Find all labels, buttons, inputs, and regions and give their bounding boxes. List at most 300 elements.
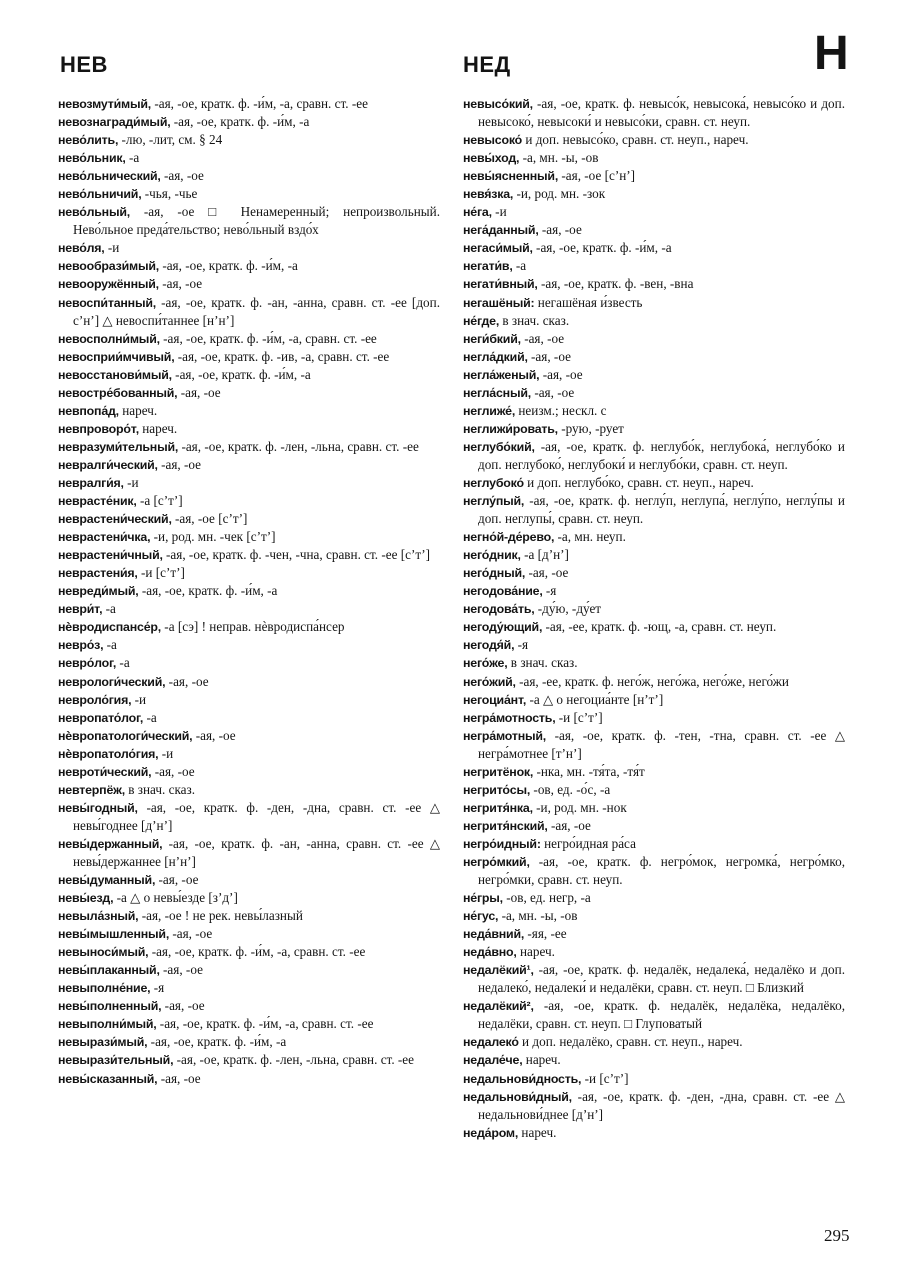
- entry-text: негашёная и́звесть: [534, 294, 643, 310]
- headword: негати́вный,: [463, 277, 538, 292]
- dictionary-entry: [58, 871, 440, 889]
- dictionary-entry: [58, 438, 440, 456]
- dictionary-entry: [463, 330, 845, 348]
- headword: него́жий,: [463, 674, 516, 689]
- dictionary-entry: [58, 1015, 440, 1033]
- dictionary-entry: [463, 131, 845, 149]
- headword: негро́мкий,: [463, 854, 530, 869]
- headword: невыла́зный,: [58, 909, 139, 924]
- entry-text: -ая, -ее, кратк. ф. него́ж, него́жа, него́же, него́жи: [515, 673, 789, 689]
- entry-text: -ая, -ое, кратк. ф. -и́м, -а: [159, 258, 298, 274]
- dictionary-entry: [463, 474, 845, 492]
- headword: неглубо́кий,: [463, 439, 535, 454]
- dictionary-entry: [463, 600, 845, 618]
- headword: невропато́лог,: [58, 710, 144, 725]
- entry-text: негро́идная ра́са: [540, 835, 636, 851]
- headword: него́дный,: [463, 566, 526, 581]
- dictionary-entry: [58, 185, 440, 203]
- entry-text: -ая, -ое, кратк. ф. -лен, -льна, сравн. ст. -ее: [178, 438, 419, 454]
- headword: невро́з,: [58, 638, 104, 653]
- entry-text: -ая, -ое: [157, 456, 201, 472]
- entry-text: нареч.: [516, 944, 555, 960]
- entry-text: -ая, -ое: [525, 565, 569, 581]
- headword: невы́езд,: [58, 891, 114, 906]
- dictionary-entry: [463, 582, 845, 600]
- entry-text: -ая, -ое: [161, 998, 205, 1014]
- headword: невосстанови́мый,: [58, 367, 172, 382]
- entry-text: -и [сʼтʼ]: [581, 1070, 629, 1086]
- entry-text: -ая, -ое, кратк. ф. -ден, -дна, сравн. ст. -ее △ недальнови́днее [дʼнʼ]: [478, 1088, 845, 1122]
- dictionary-entry: [463, 799, 845, 817]
- headword: негоду́ющий,: [463, 620, 543, 635]
- dictionary-entry: [58, 997, 440, 1015]
- headword: невы́думанный,: [58, 873, 156, 888]
- entry-text: -я: [514, 637, 529, 653]
- entry-text: и доп. недалёко, сравн. ст. неуп., нареч.: [518, 1034, 743, 1050]
- dictionary-entry: [58, 925, 440, 943]
- headword: невы́полненный,: [58, 999, 162, 1014]
- headword: нево́льный,: [58, 205, 131, 220]
- headword: нево́льник,: [58, 151, 126, 166]
- entry-text: -ая, -ое: [159, 962, 203, 978]
- dictionary-entry: [58, 456, 440, 474]
- entry-text: -ая, -ое, кратк. ф. -лен, -льна, сравн. ст. -ее: [173, 1052, 415, 1068]
- entry-text: -а △ о негоциа́нте [нʼтʼ]: [526, 691, 664, 707]
- headword: неглу́пый,: [463, 494, 525, 509]
- dictionary-entry: [58, 618, 440, 636]
- headword: негодова́ние,: [463, 584, 543, 599]
- entry-text: -ая, -ое, кратк. ф. -и́м, -а, сравн. ст. -ее: [156, 1016, 374, 1032]
- dictionary-entry: [58, 979, 440, 997]
- entry-text: -и: [158, 745, 174, 761]
- dictionary-entry: [463, 709, 845, 727]
- headword: невосполни́мый,: [58, 331, 160, 346]
- dictionary-entry: [463, 384, 845, 402]
- headword: негно́й-де́рево,: [463, 530, 555, 545]
- headword: него́дник,: [463, 548, 521, 563]
- dictionary-entry: [463, 275, 845, 293]
- dictionary-entry: [58, 727, 440, 745]
- headword: недалеко́: [463, 1035, 519, 1050]
- headword: нѐвропатологи́ческий,: [58, 728, 193, 743]
- entry-text: -я: [542, 583, 557, 599]
- headword: неврологи́ческий,: [58, 674, 166, 689]
- headword: неврастени́ческий,: [58, 512, 172, 527]
- headword: нево́ля,: [58, 241, 105, 256]
- entry-text: -ая, -ое: [155, 872, 199, 888]
- headword: негра́мотный,: [463, 728, 547, 743]
- entry-text: -ая, -ое, кратк. ф. -чен, -чна, сравн. ст. -ее [сʼтʼ]: [162, 547, 430, 563]
- dictionary-entry: [463, 149, 845, 167]
- headword: недальнови́дный,: [463, 1089, 572, 1104]
- dictionary-entry: [463, 618, 845, 636]
- headword: невосприи́мчивый,: [58, 349, 175, 364]
- entry-text: -лю, -лит, см. § 24: [118, 132, 223, 148]
- headword: невыполне́ние,: [58, 981, 151, 996]
- headword: невы́ясненный,: [463, 169, 559, 184]
- entry-text: -ая, -ое, кратк. ф. недалёк, недалёка, недалёко, недалёки, сравн. ст. неуп. □ Глуповатый: [478, 998, 845, 1032]
- dictionary-entry: [463, 636, 845, 654]
- dictionary-entry: [58, 636, 440, 654]
- entry-text: -ая, -ое, кратк. ф. -тен, -тна, сравн. ст. -ее △ негра́мотнее [тʼнʼ]: [478, 727, 845, 761]
- entry-text: -ая, -ое: [157, 1070, 201, 1086]
- headword: не́гус,: [463, 909, 499, 924]
- section-letter: Н: [814, 27, 849, 80]
- dictionary-entry: [463, 294, 845, 312]
- headword: неги́бкий,: [463, 331, 521, 346]
- entry-text: -ая, -ое: [547, 817, 591, 833]
- dictionary-entry: [463, 654, 845, 672]
- entry-text: -ов, ед. -о́с, -а: [530, 781, 611, 797]
- dictionary-entry: [58, 564, 440, 582]
- dictionary-entry: [58, 420, 440, 438]
- dictionary-entry: [463, 853, 845, 889]
- entry-text: -и, род. мн. -нок: [532, 799, 627, 815]
- entry-text: -а, мн. -ы, -ов: [498, 908, 578, 924]
- entry-text: -ая, -ое: [169, 926, 213, 942]
- right-column: [463, 95, 845, 1142]
- headword: нѐвропатоло́гия,: [58, 746, 159, 761]
- dictionary-entry: [463, 781, 845, 799]
- dictionary-entry: [463, 239, 845, 257]
- running-head-right: НЕД: [463, 52, 511, 77]
- entry-text: нареч.: [138, 420, 178, 436]
- headword: негла́женый,: [463, 367, 540, 382]
- entry-text: -ая, -ое ! не рек. невы́лазный: [138, 908, 303, 924]
- entry-text: -ая, -ое [сʼнʼ]: [558, 168, 636, 184]
- dictionary-entry: [58, 961, 440, 979]
- dictionary-entry: [463, 997, 845, 1033]
- entry-text: -а, мн. -ы, -ов: [519, 150, 599, 166]
- headword: негаси́мый,: [463, 241, 533, 256]
- entry-text: -а: [116, 655, 130, 671]
- headword: негашёный:: [463, 295, 535, 310]
- dictionary-entry: [58, 257, 440, 275]
- entry-text: нареч.: [518, 1124, 557, 1140]
- dictionary-entry: [463, 673, 845, 691]
- dictionary-entry: [58, 582, 440, 600]
- entry-text: -ая, -ое, кратк. ф. неглу́п, неглупа́, неглу́по, неглу́пы и доп. неглупы́, сравн. ст. неуп.: [478, 493, 845, 527]
- dictionary-entry: [58, 943, 440, 961]
- dictionary-entry: [463, 348, 845, 366]
- headword: невреди́мый,: [58, 584, 139, 599]
- headword: невпопа́д,: [58, 403, 119, 418]
- headword: неглубоко́: [463, 475, 524, 490]
- entry-text: -ая, -ое □ Ненамеренный; непроизвольный. Нево́льное преда́тельство; нево́льный вздо́х: [73, 204, 440, 238]
- headword: невразуми́тельный,: [58, 439, 179, 454]
- dictionary-entry: [463, 546, 845, 564]
- headword: невы́держанный,: [58, 836, 163, 851]
- entry-text: -и [сʼтʼ]: [137, 565, 185, 581]
- dictionary-entry: [463, 420, 845, 438]
- entry-text: -ая, -ое: [151, 763, 195, 779]
- dictionary-entry: [463, 1033, 845, 1051]
- dictionary-entry: [463, 1124, 845, 1142]
- headword: неда́вний,: [463, 927, 525, 942]
- entry-text: -ая, -ое, кратк. ф. -и́м, -а: [532, 240, 672, 256]
- dictionary-entry: [463, 1070, 845, 1088]
- entry-text: в знач. сказ.: [507, 655, 578, 671]
- headword: негритёнок,: [463, 764, 534, 779]
- dictionary-entry: [58, 835, 440, 871]
- headword: не́где,: [463, 313, 500, 328]
- headword: неври́т,: [58, 602, 103, 617]
- dictionary-entry: [58, 239, 440, 257]
- entry-text: -и, род. мн. -чек [сʼтʼ]: [150, 529, 276, 545]
- left-column: [58, 95, 440, 1088]
- entry-text: -ая, -ое, кратк. ф. -и́м, -а: [170, 114, 310, 130]
- running-head-left: НЕВ: [60, 52, 108, 77]
- dictionary-entry: [463, 402, 845, 420]
- entry-text: -и, род. мн. -зок: [513, 186, 606, 202]
- entry-text: -а: [103, 637, 117, 653]
- dictionary-entry: [58, 149, 440, 167]
- headword: невралги́я,: [58, 475, 124, 490]
- entry-text: -и: [123, 474, 139, 490]
- entry-text: -ая, -ое, кратк. ф. -ив, -а, сравн. ст. -ее: [174, 348, 390, 364]
- entry-text: -ая, -ое, кратк. ф. -и́м, -а, сравн. ст. -ее: [159, 330, 377, 346]
- headword: невозмути́мый,: [58, 97, 152, 111]
- headword: невы́ход,: [463, 151, 520, 166]
- headword: невроти́ческий,: [58, 764, 152, 779]
- dictionary-entry: [58, 167, 440, 185]
- dictionary-entry: [463, 312, 845, 330]
- headword: недальнови́дность,: [463, 1071, 582, 1086]
- entry-text: -я: [150, 980, 165, 996]
- headword: негоциа́нт,: [463, 692, 527, 707]
- dictionary-entry: [463, 492, 845, 528]
- headword: неда́вно,: [463, 945, 517, 960]
- dictionary-entry: [463, 203, 845, 221]
- headword: не́гры,: [463, 891, 503, 906]
- dictionary-entry: [463, 907, 845, 925]
- dictionary-entry: [58, 546, 440, 564]
- headword: негро́идный:: [463, 836, 541, 851]
- dictionary-entry: [58, 330, 440, 348]
- headword: негритя́нка,: [463, 800, 533, 815]
- entry-text: -ая, -ое: [177, 384, 221, 400]
- entry-text: нареч.: [522, 1052, 561, 1068]
- headword: невпроворо́т,: [58, 421, 139, 436]
- entry-text: в знач. сказ.: [499, 312, 570, 328]
- dictionary-entry: [58, 510, 440, 528]
- headword: невостре́бованный,: [58, 385, 178, 400]
- dictionary-entry: [58, 131, 440, 149]
- entry-text: -и: [131, 691, 147, 707]
- headword: неглиже́,: [463, 403, 516, 418]
- entry-text: -и: [104, 240, 120, 256]
- headword: невы́мышленный,: [58, 927, 170, 942]
- headword: негла́дкий,: [463, 349, 528, 364]
- dictionary-entry: [58, 95, 440, 113]
- headword: нево́льничий,: [58, 187, 142, 202]
- dictionary-entry: [463, 528, 845, 546]
- dictionary-entry: [463, 961, 845, 997]
- dictionary-entry: [58, 907, 440, 925]
- entry-text: -нка, мн. -тя́та, -тя́т: [533, 763, 645, 779]
- entry-text: -ая, -ое: [539, 366, 583, 382]
- dictionary-entry: [58, 348, 440, 366]
- headword: недале́че,: [463, 1053, 523, 1068]
- dictionary-entry: [463, 691, 845, 709]
- dictionary-entry: [463, 1088, 845, 1124]
- dictionary-entry: [58, 691, 440, 709]
- dictionary-entry: [463, 366, 845, 384]
- headword: негати́в,: [463, 259, 513, 274]
- page-number: 295: [824, 1226, 850, 1245]
- entry-text: -ая, -ое: [192, 727, 236, 743]
- entry-text: -ая, -ое, кратк. ф. негро́мок, негромка́, негро́мко, негро́мки, сравн. ст. неуп.: [478, 853, 845, 888]
- dictionary-entry: [58, 709, 440, 727]
- entry-text: -ая, -ое, кратк. ф. -и́м, -а: [171, 366, 311, 382]
- headword: негодова́ть,: [463, 602, 535, 617]
- entry-text: -а: [143, 709, 157, 725]
- headword: невырази́мый,: [58, 1035, 148, 1050]
- entry-text: в знач. сказ.: [124, 781, 196, 797]
- entry-text: -а [сʼтʼ]: [136, 493, 183, 509]
- headword: негодя́й,: [463, 638, 515, 653]
- headword: невралги́ческий,: [58, 457, 158, 472]
- headword: невообрази́мый,: [58, 259, 160, 274]
- entry-text: -а: [102, 601, 116, 617]
- headword: нега́данный,: [463, 223, 539, 238]
- entry-text: -рую, -рует: [557, 420, 624, 436]
- entry-text: -ая, -ое, кратк. ф. -ан, -анна, сравн. ст. -ее [доп. сʼнʼ] △ невоспи́таннее [нʼнʼ]: [73, 294, 440, 328]
- dictionary-entry: [58, 474, 440, 492]
- entry-text: -ая, -ое: [520, 330, 565, 346]
- headword: невя́зка,: [463, 187, 514, 202]
- dictionary-entry: [463, 257, 845, 275]
- entry-text: -ая, -ее, кратк. ф. -ющ, -а, сравн. ст. неуп.: [542, 619, 777, 635]
- entry-text: -ая, -ое: [538, 222, 582, 238]
- dictionary-entry: [463, 185, 845, 203]
- dictionary-entry: [58, 654, 440, 672]
- headword: недалёкий¹,: [463, 963, 534, 978]
- entry-text: неизм.; нескл. с: [515, 402, 607, 418]
- dictionary-entry: [463, 727, 845, 763]
- headword: невыполни́мый,: [58, 1017, 157, 1032]
- entry-text: и доп. неглубо́ко, сравн. ст. неуп., нареч.: [523, 474, 754, 490]
- entry-text: -ая, -ое [сʼтʼ]: [171, 511, 248, 527]
- headword: невысо́кий,: [463, 97, 533, 111]
- headword: невыноси́мый,: [58, 945, 149, 960]
- headword: нево́лить,: [58, 133, 119, 148]
- entry-text: -ду́ю, -ду́ет: [534, 601, 602, 617]
- headword: неврастени́чный,: [58, 548, 163, 563]
- headword: невысоко́: [463, 133, 523, 148]
- entry-text: -чья, -чье: [141, 186, 198, 202]
- entry-text: -и: [491, 204, 507, 220]
- entry-text: -ая, -ое, кратк. ф. -и́м, -а, сравн. ст. -ее: [151, 96, 368, 111]
- entry-text: -ая, -ое, кратк. ф. недалёк, недалека́, недалёко и доп. недалеко́, недалеки́ и недалёки, сравн. ст. неуп. □ Близкий: [478, 962, 845, 996]
- headword: негритя́нский,: [463, 818, 548, 833]
- entry-text: -ая, -ое, кратк. ф. -и́м, -а: [147, 1034, 287, 1050]
- headword: невы́сказанный,: [58, 1071, 158, 1086]
- dictionary-entry: [463, 889, 845, 907]
- headword: невро́лог,: [58, 656, 117, 671]
- dictionary-entry: [58, 889, 440, 907]
- dictionary-entry: [58, 366, 440, 384]
- headword: невтерпёж,: [58, 782, 125, 797]
- dictionary-entry: [463, 943, 845, 961]
- headword: неврастени́я,: [58, 566, 138, 581]
- entry-text: -а [сэ] ! неправ. нѐвродиспа́нсер: [161, 619, 345, 635]
- dictionary-entry: [58, 799, 440, 835]
- headword: невроло́гия,: [58, 692, 132, 707]
- dictionary-entry: [58, 294, 440, 330]
- headword: него́же,: [463, 656, 508, 671]
- entry-text: -ая, -ое, кратк. ф. -ден, -дна, сравн. ст. -ее △ невы́годнее [дʼнʼ]: [73, 799, 440, 833]
- dictionary-entry: [58, 113, 440, 131]
- dictionary-entry: [463, 1051, 845, 1069]
- entry-text: нареч.: [118, 402, 158, 418]
- headword: неврасте́ник,: [58, 494, 137, 509]
- dictionary-entry: [58, 528, 440, 546]
- entry-text: -а △ о невы́езде [зʼдʼ]: [113, 890, 238, 906]
- headword: невы́плаканный,: [58, 963, 160, 978]
- dictionary-entry: [58, 600, 440, 618]
- dictionary-entry: [58, 745, 440, 763]
- headword: неглижи́ровать,: [463, 421, 558, 436]
- headword: неда́ром,: [463, 1125, 519, 1140]
- dictionary-entry: [58, 781, 440, 799]
- dictionary-entry: [463, 438, 845, 474]
- entry-text: -а, мн. неуп.: [554, 529, 626, 545]
- entry-text: -яя, -ее: [524, 926, 567, 942]
- entry-text: -ая, -ое, кратк. ф. -ан, -анна, сравн. ст. -ее △ невы́держаннее [нʼнʼ]: [73, 835, 440, 869]
- dictionary-entry: [463, 925, 845, 943]
- dictionary-entry: [58, 492, 440, 510]
- dictionary-entry: [58, 1051, 440, 1069]
- dictionary-entry: [58, 275, 440, 293]
- dictionary-entry: [463, 221, 845, 239]
- entry-text: -а: [512, 258, 527, 274]
- dictionary-entry: [463, 763, 845, 781]
- entry-text: -ая, -ое, кратк. ф. неглубо́к, неглубока́, неглубо́ко и доп. неглубоко́, неглубоки́ и неглубо́ки, сравн. ст. неуп.: [478, 438, 845, 472]
- entry-text: -ая, -ое: [165, 673, 209, 689]
- dictionary-entry: [463, 95, 845, 131]
- headword: невырази́тельный,: [58, 1053, 174, 1068]
- headword: нево́льнический,: [58, 169, 161, 184]
- headword: не́га,: [463, 205, 492, 220]
- dictionary-entry: [463, 564, 845, 582]
- entry-text: и доп. невысо́ко, сравн. ст. неуп., нареч.: [522, 132, 749, 148]
- headword: невооружённый,: [58, 277, 159, 292]
- entry-text: -ая, -ое: [531, 384, 575, 400]
- headword: негла́сный,: [463, 385, 532, 400]
- dictionary-entry: [463, 835, 845, 853]
- headword: невы́годный,: [58, 800, 138, 815]
- headword: неврастени́чка,: [58, 530, 151, 545]
- headword: нѐвродиспансе́р,: [58, 620, 161, 635]
- dictionary-entry: [58, 673, 440, 691]
- headword: негрито́сы,: [463, 782, 531, 797]
- headword: невознагради́мый,: [58, 115, 171, 130]
- entry-text: -ая, -ое, кратк. ф. -и́м, -а, сравн. ст. -ее: [148, 944, 366, 960]
- entry-text: -ая, -ое, кратк. ф. -и́м, -а: [138, 583, 278, 599]
- dictionary-entry: [58, 402, 440, 420]
- entry-text: -а [дʼнʼ]: [520, 547, 569, 563]
- headword: невоспи́танный,: [58, 295, 156, 310]
- dictionary-entry: [463, 167, 845, 185]
- dictionary-entry: [58, 1070, 440, 1088]
- entry-text: -ая, -ое: [160, 168, 204, 184]
- entry-text: -ая, -ое, кратк. ф. -вен, -вна: [537, 276, 694, 292]
- dictionary-entry: [58, 763, 440, 781]
- entry-text: -и [сʼтʼ]: [555, 709, 603, 725]
- entry-text: -ов, ед. негр, -а: [502, 890, 591, 906]
- dictionary-entry: [58, 203, 440, 239]
